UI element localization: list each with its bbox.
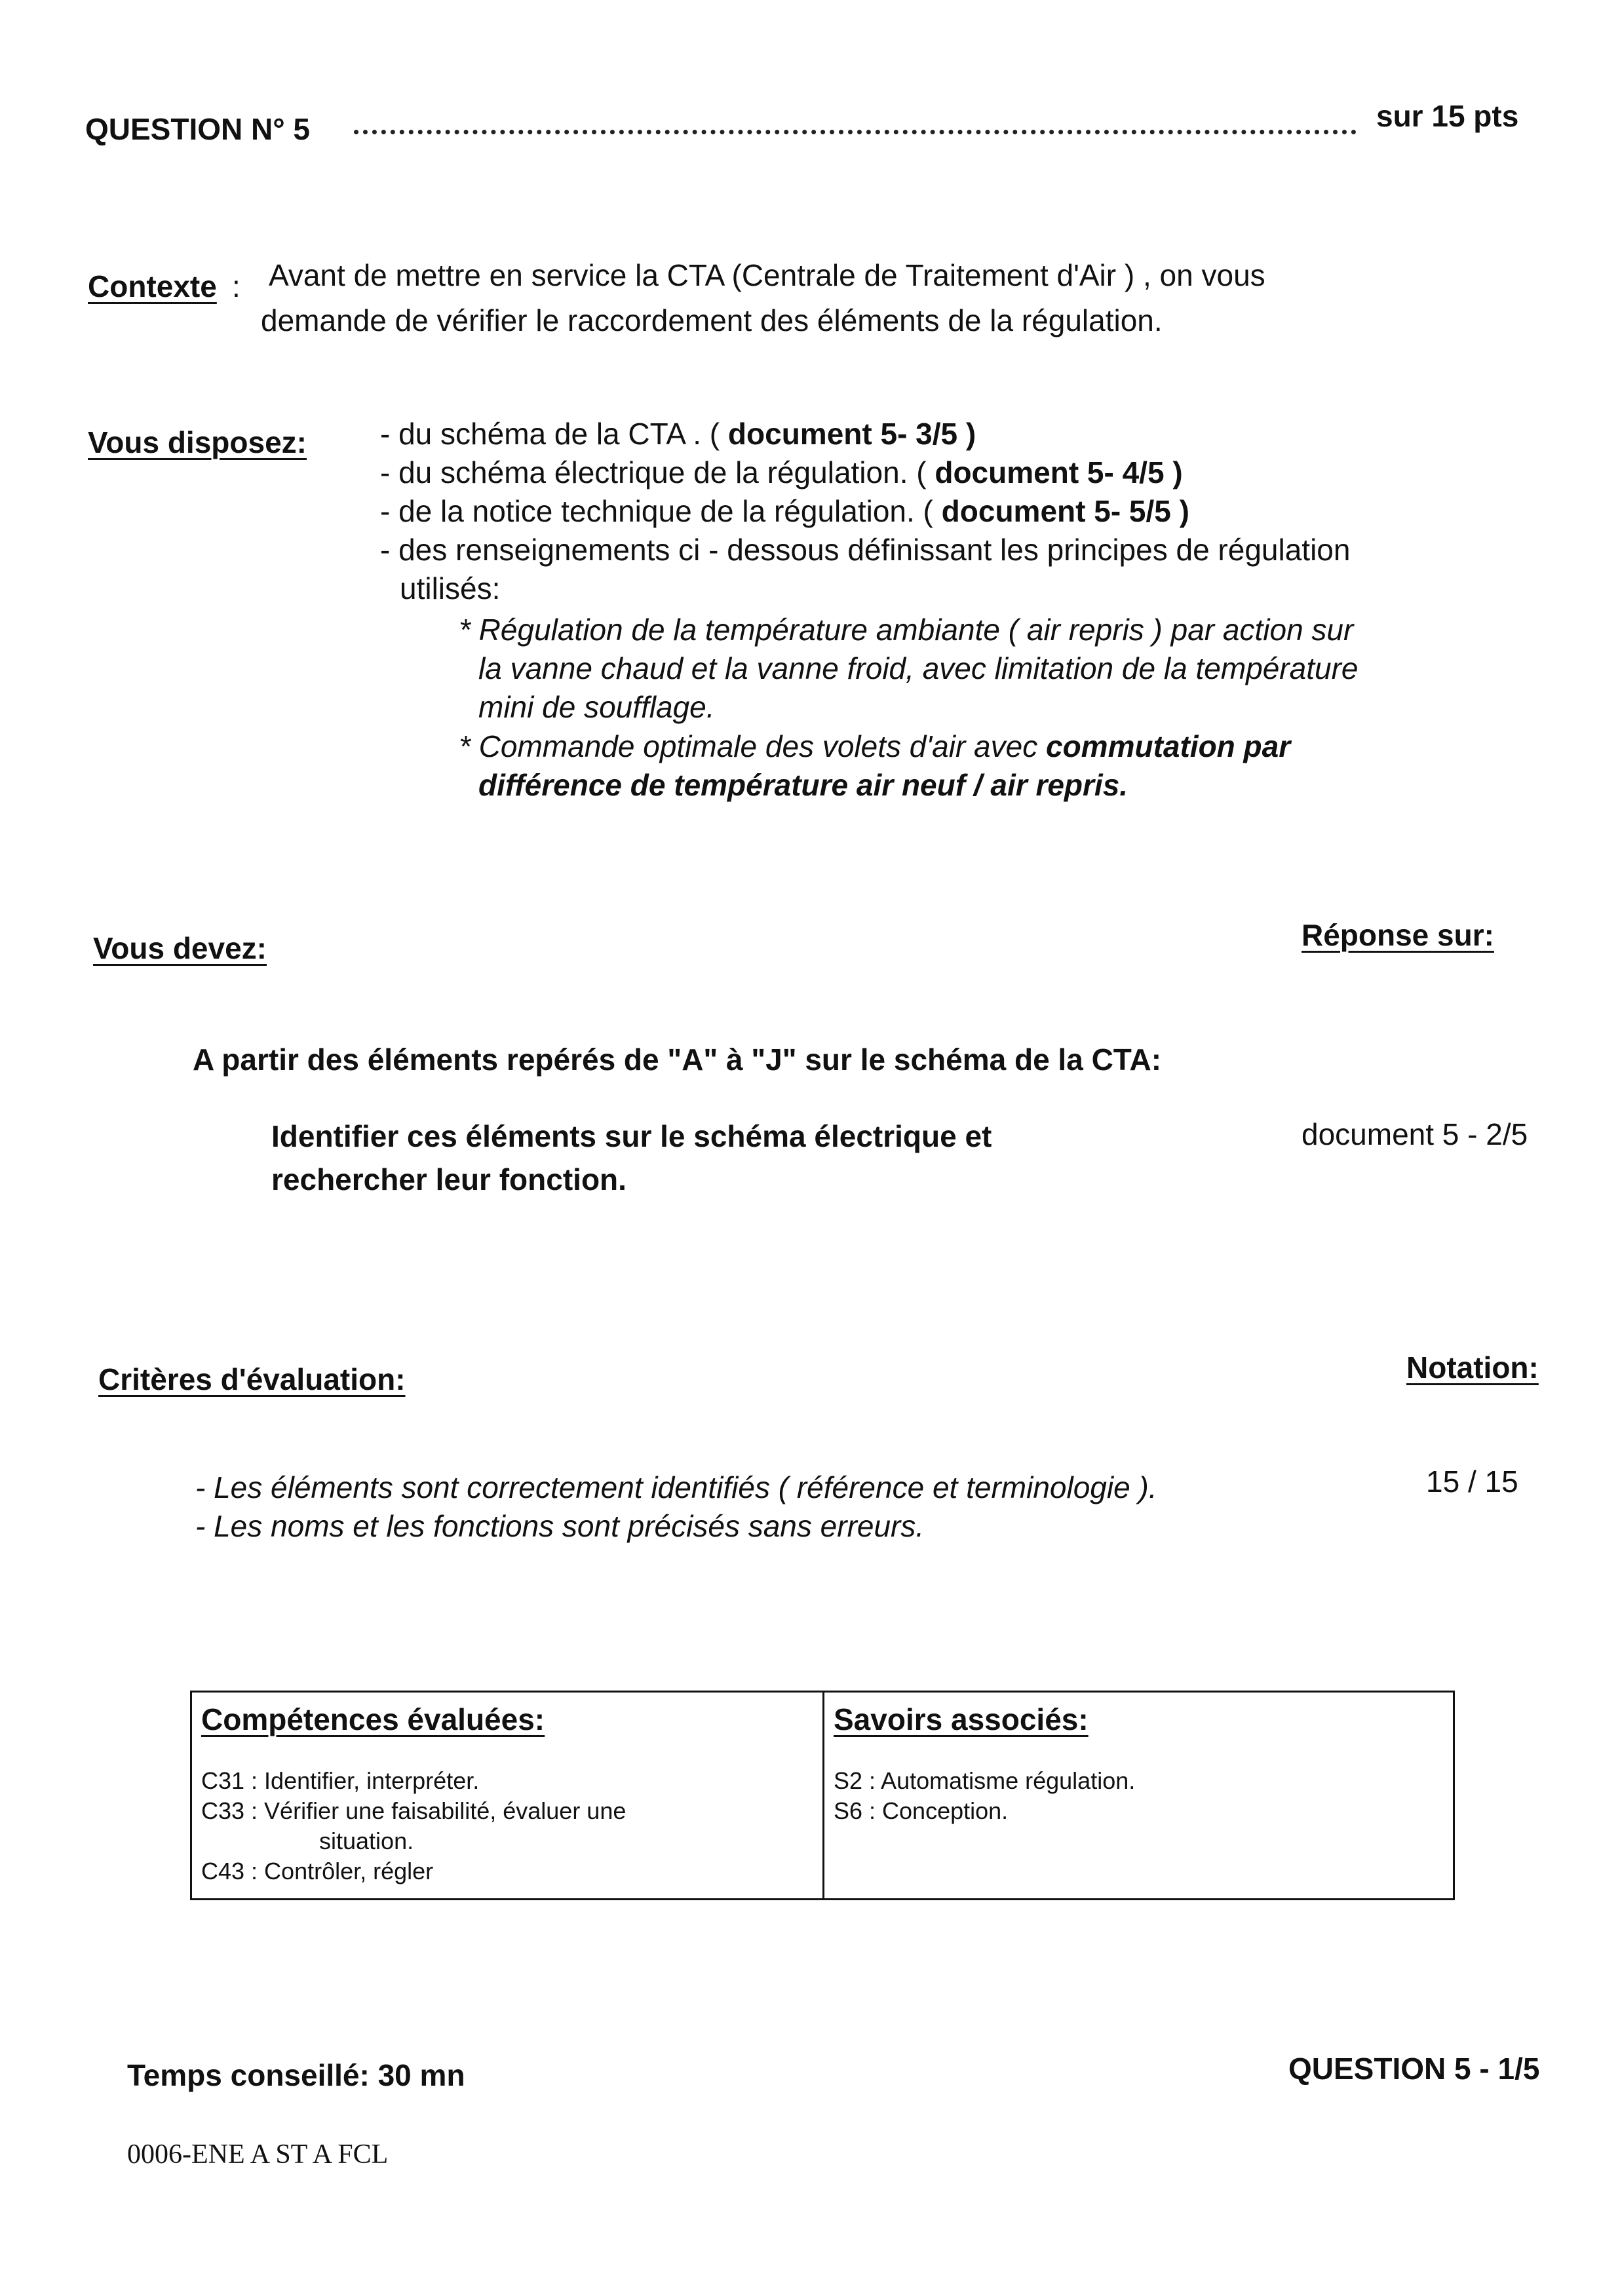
criteres-line-1: - Les éléments sont correctement identifiés ( référence et terminologie ). <box>195 1470 1157 1504</box>
principe-2-line-2: différence de température air neuf / air repris. <box>478 768 1128 802</box>
reponse-label: Réponse sur: <box>1302 918 1494 952</box>
principe-2-line-1 <box>459 729 1290 764</box>
competence-c33-cont: situation. <box>319 1827 414 1854</box>
task-line-1: Identifier ces éléments sur le schéma électrique et <box>271 1119 992 1153</box>
disposez-item-1-text: - du schéma de la CTA . ( <box>380 417 728 451</box>
savoir-s6: S6 : Conception. <box>834 1797 1009 1824</box>
disposez-item-3 <box>380 493 1189 529</box>
notation-value: 15 / 15 <box>1426 1464 1518 1499</box>
disposez-item-2 <box>380 455 1183 490</box>
competence-c33: C33 : Vérifier une faisabilité, évaluer une <box>201 1797 627 1824</box>
savoir-s2: S2 : Automatisme régulation. <box>834 1767 1136 1794</box>
disposez-item-3-ref: document 5- 5/5 ) <box>941 494 1189 528</box>
question-title: QUESTION N° 5 <box>85 112 311 146</box>
task-line-2: rechercher leur fonction. <box>271 1162 627 1196</box>
savoirs-column <box>824 1693 1453 1898</box>
competence-c31: C31 : Identifier, interpréter. <box>201 1767 480 1794</box>
savoirs-title: Savoirs associés: <box>834 1702 1089 1736</box>
reponse-document: document 5 - 2/5 <box>1302 1117 1528 1151</box>
contexte-line-1: Avant de mettre en service la CTA (Centrale de Traitement d'Air ) , on vous <box>269 258 1265 292</box>
contexte-label: Contexte <box>88 269 217 303</box>
disposez-renseignements-1: - des renseignements ci - dessous définissant les principes de régulation <box>380 533 1351 567</box>
contexte-colon: : <box>232 269 241 303</box>
criteres-label: Critères d'évaluation: <box>98 1362 406 1396</box>
competence-c43: C43 : Contrôler, régler <box>201 1858 434 1885</box>
contexte-line-2: demande de vérifier le raccordement des éléments de la régulation. <box>261 303 1163 337</box>
notation-label: Notation: <box>1406 1350 1539 1385</box>
principe-1-line-1: * Régulation de la température ambiante ( air repris ) par action sur <box>459 613 1354 647</box>
principe-1-line-3: mini de soufflage. <box>478 690 715 724</box>
page-reference: QUESTION 5 - 1/5 <box>1288 2052 1540 2086</box>
disposez-label: Vous disposez: <box>88 425 307 459</box>
disposez-item-1-ref: document 5- 3/5 ) <box>727 417 976 451</box>
question-points: sur 15 pts <box>1376 99 1519 133</box>
document-code: 0006-ENE A ST A FCL <box>127 2139 389 2170</box>
competences-column <box>192 1693 824 1898</box>
competences-table <box>190 1691 1455 1900</box>
temps-conseille: Temps conseillé: 30 mn <box>127 2058 465 2092</box>
disposez-item-1 <box>380 416 976 451</box>
dotted-leader <box>354 123 1357 134</box>
disposez-renseignements-2: utilisés: <box>400 571 501 605</box>
task-intro: A partir des éléments repérés de "A" à "J" sur le schéma de la CTA: <box>193 1043 1162 1077</box>
criteres-line-2: - Les noms et les fonctions sont précisés sans erreurs. <box>195 1509 925 1543</box>
disposez-item-2-ref: document 5- 4/5 ) <box>935 455 1183 489</box>
principe-2-text: * Commande optimale des volets d'air avec <box>459 729 1046 763</box>
devez-label: Vous devez: <box>93 931 267 965</box>
principe-1-line-2: la vanne chaud et la vanne froid, avec limitation de la température <box>478 651 1359 685</box>
competences-title: Compétences évaluées: <box>201 1702 545 1736</box>
principe-2-bold: commutation par <box>1046 729 1291 763</box>
disposez-item-3-text: - de la notice technique de la régulation. ( <box>380 494 942 528</box>
disposez-item-2-text: - du schéma électrique de la régulation. ( <box>380 455 935 489</box>
